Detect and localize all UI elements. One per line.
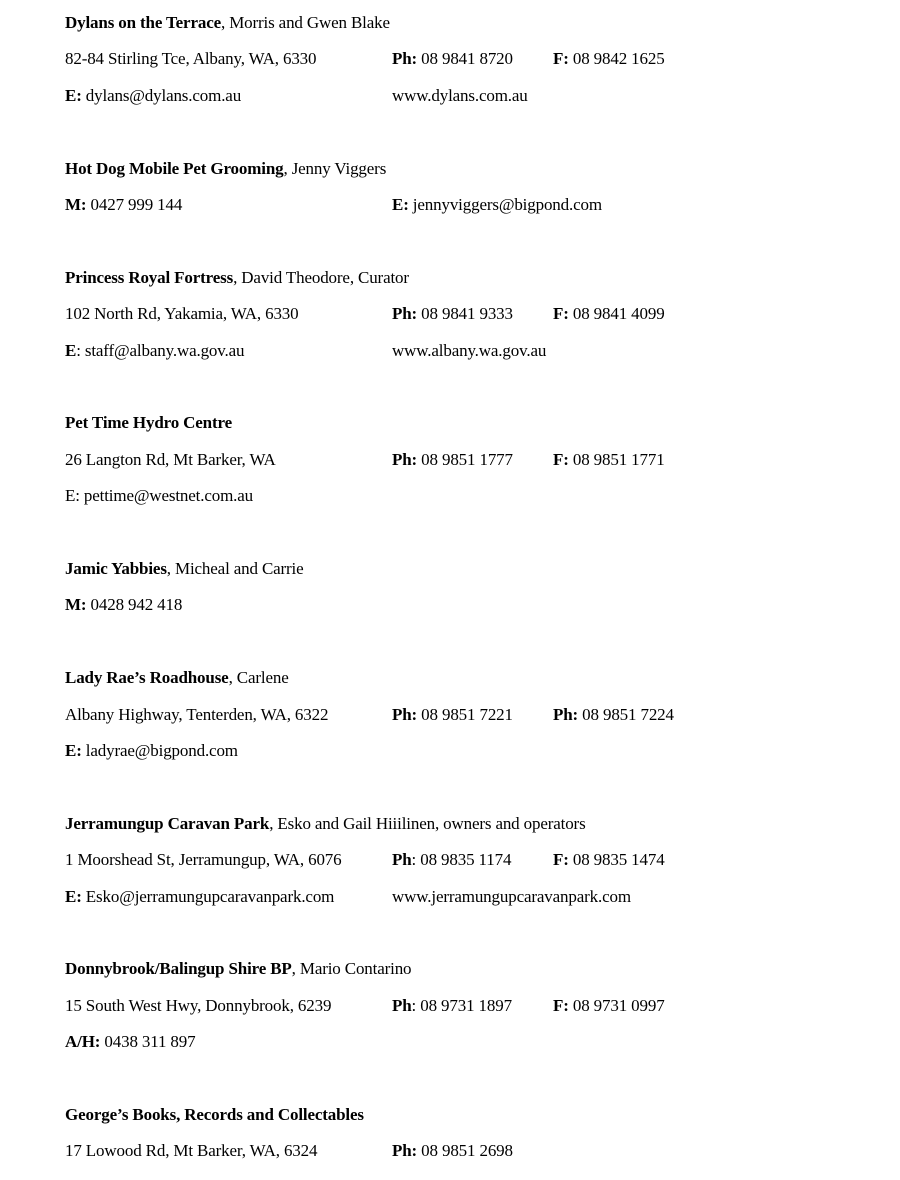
field-value: 102 North Rd, Yakamia, WA, 6330 [65, 304, 299, 324]
fax-label: F: [553, 49, 569, 69]
detail-row [65, 587, 880, 623]
business-name: Pet Time Hydro Centre [65, 413, 232, 433]
phone-label: Ph: [392, 449, 418, 469]
phone2-cell [553, 697, 880, 733]
email-cell [65, 78, 392, 114]
contact-person: , Micheal and Carrie [166, 559, 304, 579]
detail-row [65, 1024, 880, 1060]
email-label: E: [392, 195, 409, 215]
field-value: 17 Lowood Rd, Mt Barker, WA, 6324 [65, 1141, 318, 1161]
email-cell [392, 187, 602, 223]
fax-cell [553, 41, 880, 77]
business-name: Jamic Yabbies [65, 559, 167, 579]
entry-heading [65, 806, 880, 842]
contact-entry [65, 951, 880, 1060]
contact-person: , Mario Contarino [291, 959, 412, 979]
fax-value: 08 9851 1771 [568, 449, 665, 469]
fax-cell [553, 442, 880, 478]
email-value: ladyrae@bigpond.com [81, 741, 238, 761]
detail-row [65, 879, 880, 915]
email-value: Esko@jerramungupcaravanpark.com [81, 886, 335, 906]
fax-cell [553, 296, 880, 332]
contact-entry [65, 260, 880, 369]
business-name: Hot Dog Mobile Pet Grooming [65, 158, 284, 178]
address-cell [65, 697, 392, 733]
fax-label: F: [553, 850, 569, 870]
phone-label: Ph: [392, 1141, 418, 1161]
field-value: Albany Highway, Tenterden, WA, 6322 [65, 704, 329, 724]
detail-row [65, 296, 880, 332]
email-value: jennyviggers@bigpond.com [408, 195, 602, 215]
phone-label: Ph [392, 850, 412, 870]
fax-label: F: [553, 995, 569, 1015]
phone-cell [392, 41, 553, 77]
email-label: E [65, 340, 77, 360]
field-value: 1 Moorshead St, Jerramungup, WA, 6076 [65, 850, 342, 870]
fax-value: 08 9841 4099 [568, 304, 665, 324]
contact-person: , Carlene [228, 668, 289, 688]
email-value: : staff@albany.wa.gov.au [76, 340, 245, 360]
after-hours-value: 0438 311 897 [100, 1032, 196, 1052]
address-cell [65, 442, 392, 478]
fax-cell [553, 842, 880, 878]
address-cell [65, 296, 392, 332]
website-value: www.dylans.com.au [392, 85, 528, 105]
phone-label: Ph: [553, 704, 579, 724]
detail-row [65, 697, 880, 733]
email-cell [65, 478, 392, 514]
after-hours-label: A/H: [65, 1032, 101, 1052]
contact-entry [65, 660, 880, 769]
fax-value: 08 9842 1625 [568, 49, 665, 69]
field-value: 82-84 Stirling Tce, Albany, WA, 6330 [65, 49, 317, 69]
email-cell [65, 333, 392, 369]
email-label: E: [65, 85, 82, 105]
phone-cell [392, 697, 553, 733]
contact-person: , Morris and Gwen Blake [221, 13, 390, 32]
phone-cell [392, 296, 553, 332]
entry-heading [65, 405, 880, 441]
business-name: Princess Royal Fortress [65, 267, 234, 287]
field-value: 15 South West Hwy, Donnybrook, 6239 [65, 995, 332, 1015]
business-name: Lady Rae’s Roadhouse [65, 668, 229, 688]
business-name: Dylans on the Terrace [65, 13, 221, 32]
email-value: E: pettime@westnet.com.au [65, 486, 253, 506]
entry-heading [65, 551, 880, 587]
phone-value: 08 9841 8720 [417, 49, 513, 69]
phone-cell [392, 988, 553, 1024]
contact-entry [65, 1097, 880, 1170]
contact-entry [65, 405, 880, 514]
mobile-label: M: [65, 595, 87, 615]
phone-value: : 08 9835 1174 [411, 850, 512, 870]
detail-row [65, 41, 880, 77]
phone-cell [392, 442, 553, 478]
fax-label: F: [553, 449, 569, 469]
website-cell [392, 78, 553, 114]
detail-row [65, 842, 880, 878]
contact-entry [65, 5, 880, 114]
website-value: www.albany.wa.gov.au [392, 340, 547, 360]
email-label: E: [65, 886, 82, 906]
phone-value: 08 9851 2698 [417, 1141, 513, 1161]
fax-cell [553, 988, 880, 1024]
phone-cell [392, 842, 553, 878]
contact-entry [65, 551, 880, 624]
phone-value: 08 9851 7221 [417, 704, 513, 724]
website-cell [392, 879, 631, 915]
field-value: 26 Langton Rd, Mt Barker, WA [65, 449, 276, 469]
phone-label: Ph: [392, 304, 418, 324]
email-label: E: [65, 741, 82, 761]
entry-heading [65, 151, 880, 187]
business-name: Jerramungup Caravan Park [65, 813, 270, 833]
contact-person: , Jenny Viggers [283, 158, 387, 178]
contact-entry [65, 151, 880, 224]
detail-row [65, 442, 880, 478]
after-hours-cell [65, 1024, 392, 1060]
phone-label: Ph: [392, 49, 418, 69]
address-cell [65, 41, 392, 77]
contact-entry [65, 806, 880, 915]
mobile-value: 0427 999 144 [86, 195, 183, 215]
address-cell [65, 988, 392, 1024]
detail-row [65, 988, 880, 1024]
address-cell [65, 1133, 392, 1169]
mobile-cell [65, 587, 392, 623]
phone-label: Ph [392, 995, 412, 1015]
entry-heading [65, 951, 880, 987]
business-name: George’s Books, Records and Collectables [65, 1105, 364, 1125]
detail-row [65, 187, 880, 223]
business-name: Donnybrook/Balingup Shire BP [65, 959, 292, 979]
detail-row [65, 733, 880, 769]
contact-person: , Esko and Gail Hiiilinen, owners and operators [269, 813, 586, 833]
address-cell [65, 842, 392, 878]
mobile-value: 0428 942 418 [86, 595, 183, 615]
phone-value: 08 9851 7224 [578, 704, 674, 724]
detail-row [65, 1133, 880, 1169]
fax-label: F: [553, 304, 569, 324]
website-value: www.jerramungupcaravanpark.com [392, 886, 631, 906]
entry-heading [65, 260, 880, 296]
mobile-label: M: [65, 195, 87, 215]
phone-value: 08 9851 1777 [417, 449, 513, 469]
fax-value: 08 9731 0997 [568, 995, 665, 1015]
phone-value: 08 9841 9333 [417, 304, 513, 324]
website-cell [392, 333, 553, 369]
fax-value: 08 9835 1474 [568, 850, 665, 870]
email-cell [65, 733, 392, 769]
email-value: dylans@dylans.com.au [81, 85, 242, 105]
detail-row [65, 333, 880, 369]
detail-row [65, 478, 880, 514]
entry-heading [65, 660, 880, 696]
phone-cell [392, 1133, 553, 1169]
entry-heading [65, 5, 880, 41]
contact-person: , David Theodore, Curator [233, 267, 409, 287]
entry-heading [65, 1097, 880, 1133]
detail-row [65, 78, 880, 114]
phone-label: Ph: [392, 704, 418, 724]
phone-value: : 08 9731 1897 [411, 995, 512, 1015]
email-cell [65, 879, 392, 915]
mobile-cell [65, 187, 392, 223]
